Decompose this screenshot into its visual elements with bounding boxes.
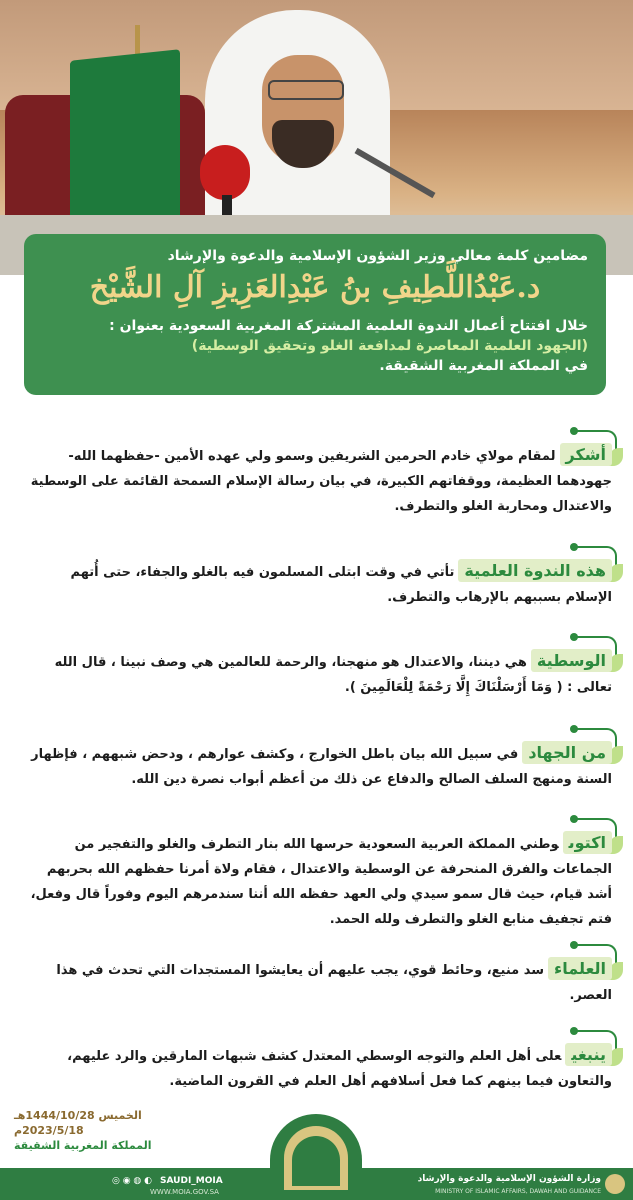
banner-line-3: (الجهود العلمية المعاصرة لمدافعة الغلو وتحقيق الوسطية) xyxy=(191,338,588,354)
section-5 xyxy=(20,830,612,932)
gregorian-date: 2023/5/18م xyxy=(14,1124,84,1137)
footer-date xyxy=(14,1108,174,1153)
footer xyxy=(0,1100,633,1200)
social-media-icons[interactable]: ◎ ◉ ◍ ◐ xyxy=(112,1176,152,1186)
section-text: هي ديننا، والاعتدال هو منهجنا، والرحمة للعالمين هي وصف نبينا ، قال الله تعالى : ( وَمَا أَرْسَلْنَاكَ إِلَّا رَحْمَةً لِلْعَالَمِينَ ). xyxy=(54,655,612,695)
section-keyword: هذه الندوة العلمية xyxy=(458,559,612,582)
ministry-name-en: MINISTRY OF ISLAMIC AFFAIRS, DAWAH AND GUIDANCE xyxy=(435,1188,601,1195)
title-banner xyxy=(24,234,606,395)
ministry-logo-icon xyxy=(605,1174,625,1194)
section-2 xyxy=(20,558,612,610)
section-text: وطني المملكة العربية السعودية حرسها الله بنار التطرف والغلو والتفجير من الجماعات والفرق المنحرفة عن الوسطية والاعتدال ، فقام ولاة أمرنا حفظهم الله بحربهم أشد قيام، حيث قال سمو سيدي ولي العهد حفظه الله أننا سندمرهم اليوم وفوراً قال وفعل، فتم تجفيف منابع الغلو والتطرف ولله الحمد. xyxy=(30,837,612,927)
section-text: على أهل العلم والتوجه الوسطي المعتدل كشف شبهات المارقين والرد عليهم، والتعاون فيما بينهم كما فعل أسلافهم أهل العلم في القرون الماضية. xyxy=(67,1049,612,1089)
section-text: لمقام مولاي خادم الحرمين الشريفين وسمو ولي عهده الأمين -حفظهما الله- جهودهما العظيمة، ووقفاتهم الكبيرة، في بيان رسالة الإسلام السمحة القائمة على الوسطية والاعتدال ومحاربة الغلو والتطرف. xyxy=(30,449,612,514)
section-keyword: اكتوى xyxy=(563,831,612,854)
speaker-glasses xyxy=(268,80,344,100)
social-handle[interactable]: SAUDI_MOIA xyxy=(160,1176,223,1186)
section-keyword: أشكر xyxy=(560,443,612,466)
section-keyword: ينبغي xyxy=(565,1043,612,1066)
section-3 xyxy=(20,648,612,700)
section-7 xyxy=(20,1042,612,1094)
banner-heading: مضامين كلمة معالي وزير الشؤون الإسلامية والدعوة والإرشاد xyxy=(167,248,588,264)
ministry-emblem-icon xyxy=(270,1114,362,1200)
section-keyword: الوسطية xyxy=(531,649,612,672)
website-link[interactable]: WWW.MOIA.GOV.SA xyxy=(150,1188,219,1196)
section-keyword: العلماء xyxy=(548,957,612,980)
banner-line-2: خلال افتتاح أعمال الندوة العلمية المشتركة المغربية السعودية بعنوان : xyxy=(109,318,588,334)
section-6 xyxy=(20,956,612,1008)
section-text: سد منيع، وحائط قوي، يجب عليهم أن يعايشوا المستجدات التي تحدث في هذا العصر. xyxy=(56,963,612,1003)
section-text: تأتي في وقت ابتلى المسلمون فيه بالغلو والجفاء، حتى أُتهم الإسلام بسببهم بالإرهاب والتطرف. xyxy=(70,565,612,605)
section-4 xyxy=(20,740,612,792)
section-keyword: من الجهاد xyxy=(522,741,612,764)
section-text: في سبيل الله بيان باطل الخوارج ، وكشف عوارهم ، ودحض شبههم ، فإظهار السنة ومنهج السلف الصالح والدفاع عن ذلك من أعظم أبواب نصرة دين الله. xyxy=(31,747,612,787)
section-1 xyxy=(20,442,612,519)
microphone-icon xyxy=(200,145,250,200)
banner-line-4: في المملكة المغربية الشقيقة. xyxy=(379,358,588,374)
event-location: المملكة المغربية الشقيقة xyxy=(14,1139,152,1152)
saudi-flag xyxy=(70,49,180,236)
ministry-name-ar: وزارة الشؤون الإسلامية والدعوة والإرشاد xyxy=(417,1174,601,1184)
hijri-date: الخميس 1444/10/28هـ xyxy=(14,1109,142,1122)
minister-name-calligraphy: د.عَبْدُاللَّطِيفِ بنُ عَبْدِالعَزِيزِ آلِ الشَّيْخ xyxy=(89,270,541,305)
